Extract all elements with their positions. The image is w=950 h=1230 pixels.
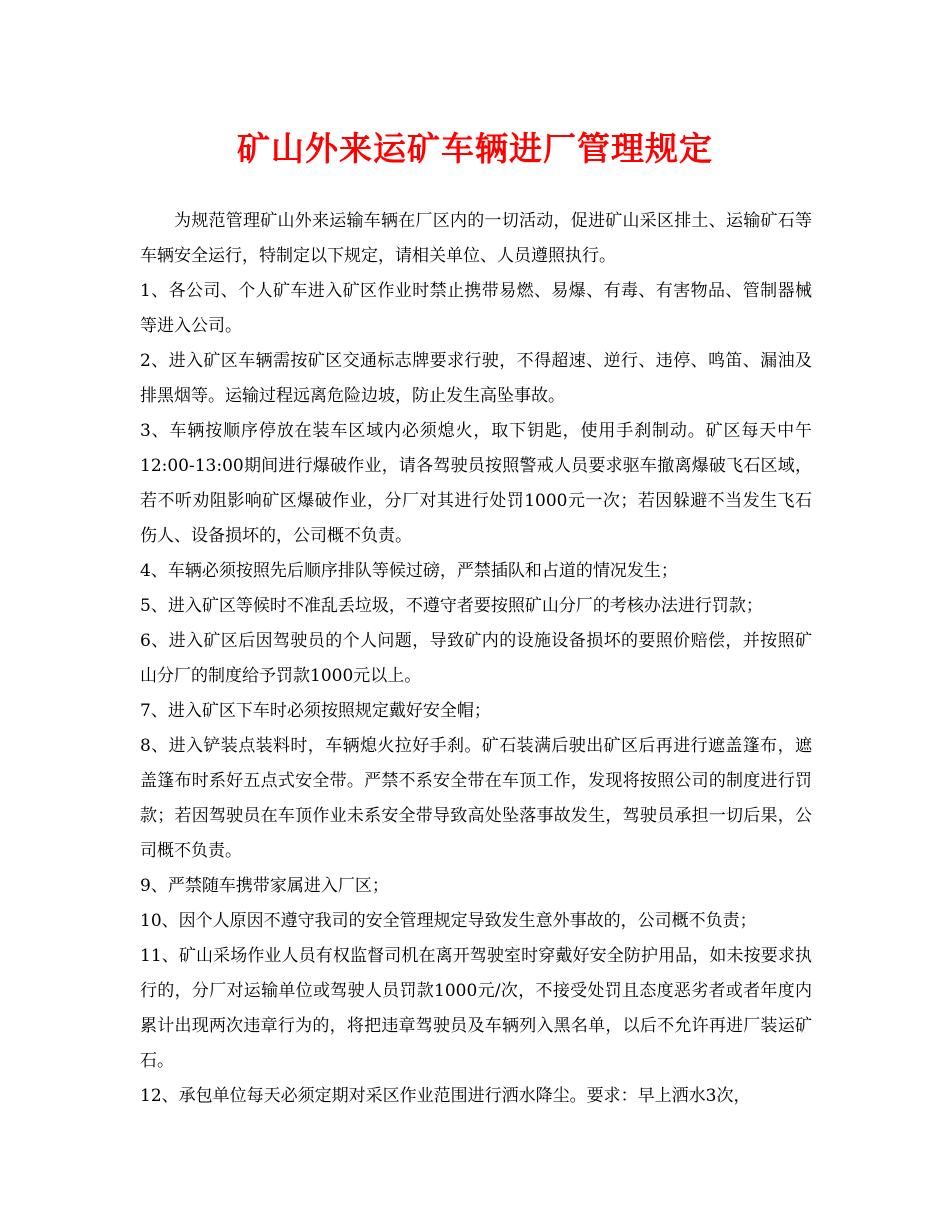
rule-item-10: 10、因个人原因不遵守我司的安全管理规定导致发生意外事故的，公司概不负责； (140, 911, 757, 931)
rule-item-6: 6、进入矿区后因驾驶员的个人问题，导致矿内的设施设备损坏的要照价赔偿，并按照矿山分厂的制度给予罚款1000元以上。 (140, 631, 812, 686)
rule-item-4: 4、车辆必须按照先后顺序排队等候过磅，严禁插队和占道的情况发生； (140, 561, 678, 581)
intro-paragraph: 为规范管理矿山外来运输车辆在厂区内的一切活动，促进矿山采区排土、运输矿石等车辆安全运行，特制定以下规定，请相关单位、人员遵照执行。 (140, 211, 812, 266)
rule-item-3: 3、车辆按顺序停放在装车区域内必须熄火，取下钥匙，使用手刹制动。矿区每天中午12:00-13:00期间进行爆破作业，请各驾驶员按照警戒人员要求驱车撤离爆破飞石区域，若不听劝阻影响矿区爆破作业，分厂对其进行处罚1000元一次；若因躲避不当发生飞石伤人、设备损坏的，公司概不负责。 (140, 421, 812, 546)
rule-item-8: 8、进入铲装点装料时，车辆熄火拉好手刹。矿石装满后驶出矿区后再进行遮盖篷布，遮盖篷布时系好五点式安全带。严禁不系安全带在车顶工作，发现将按照公司的制度进行罚款；若因驾驶员在车顶作业未系安全带导致高处坠落事故发生，驾驶员承担一切后果，公司概不负责。 (140, 736, 812, 861)
document-title: 矿山外来运矿车辆进厂管理规定 (237, 129, 713, 168)
rule-item-7: 7、进入矿区下车时必须按照规定戴好安全帽； (140, 701, 491, 721)
document-body (140, 204, 812, 1114)
rule-item-9: 9、严禁随车携带家属进入厂区； (140, 876, 389, 896)
rule-item-5: 5、进入矿区等候时不准乱丢垃圾，不遵守者要按照矿山分厂的考核办法进行罚款； (140, 596, 763, 616)
rule-item-2: 2、进入矿区车辆需按矿区交通标志牌要求行驶，不得超速、逆行、违停、鸣笛、漏油及排黑烟等。运输过程远离危险边坡，防止发生高坠事故。 (140, 351, 812, 406)
rule-item-1: 1、各公司、个人矿车进入矿区作业时禁止携带易燃、易爆、有毒、有害物品、管制器械等进入公司。 (140, 281, 812, 336)
rule-item-12: 12、承包单位每天必须定期对采区作业范围进行洒水降尘。要求：早上洒水3次， (140, 1086, 751, 1106)
rule-item-11: 11、矿山采场作业人员有权监督司机在离开驾驶室时穿戴好安全防护用品，如未按要求执行的，分厂对运输单位或驾驶人员罚款1000元/次，不接受处罚且态度恶劣者或者年度内累计出现两次违章行为的，将把违章驾驶员及车辆列入黑名单，以后不允许再进厂装运矿石。 (140, 946, 812, 1071)
